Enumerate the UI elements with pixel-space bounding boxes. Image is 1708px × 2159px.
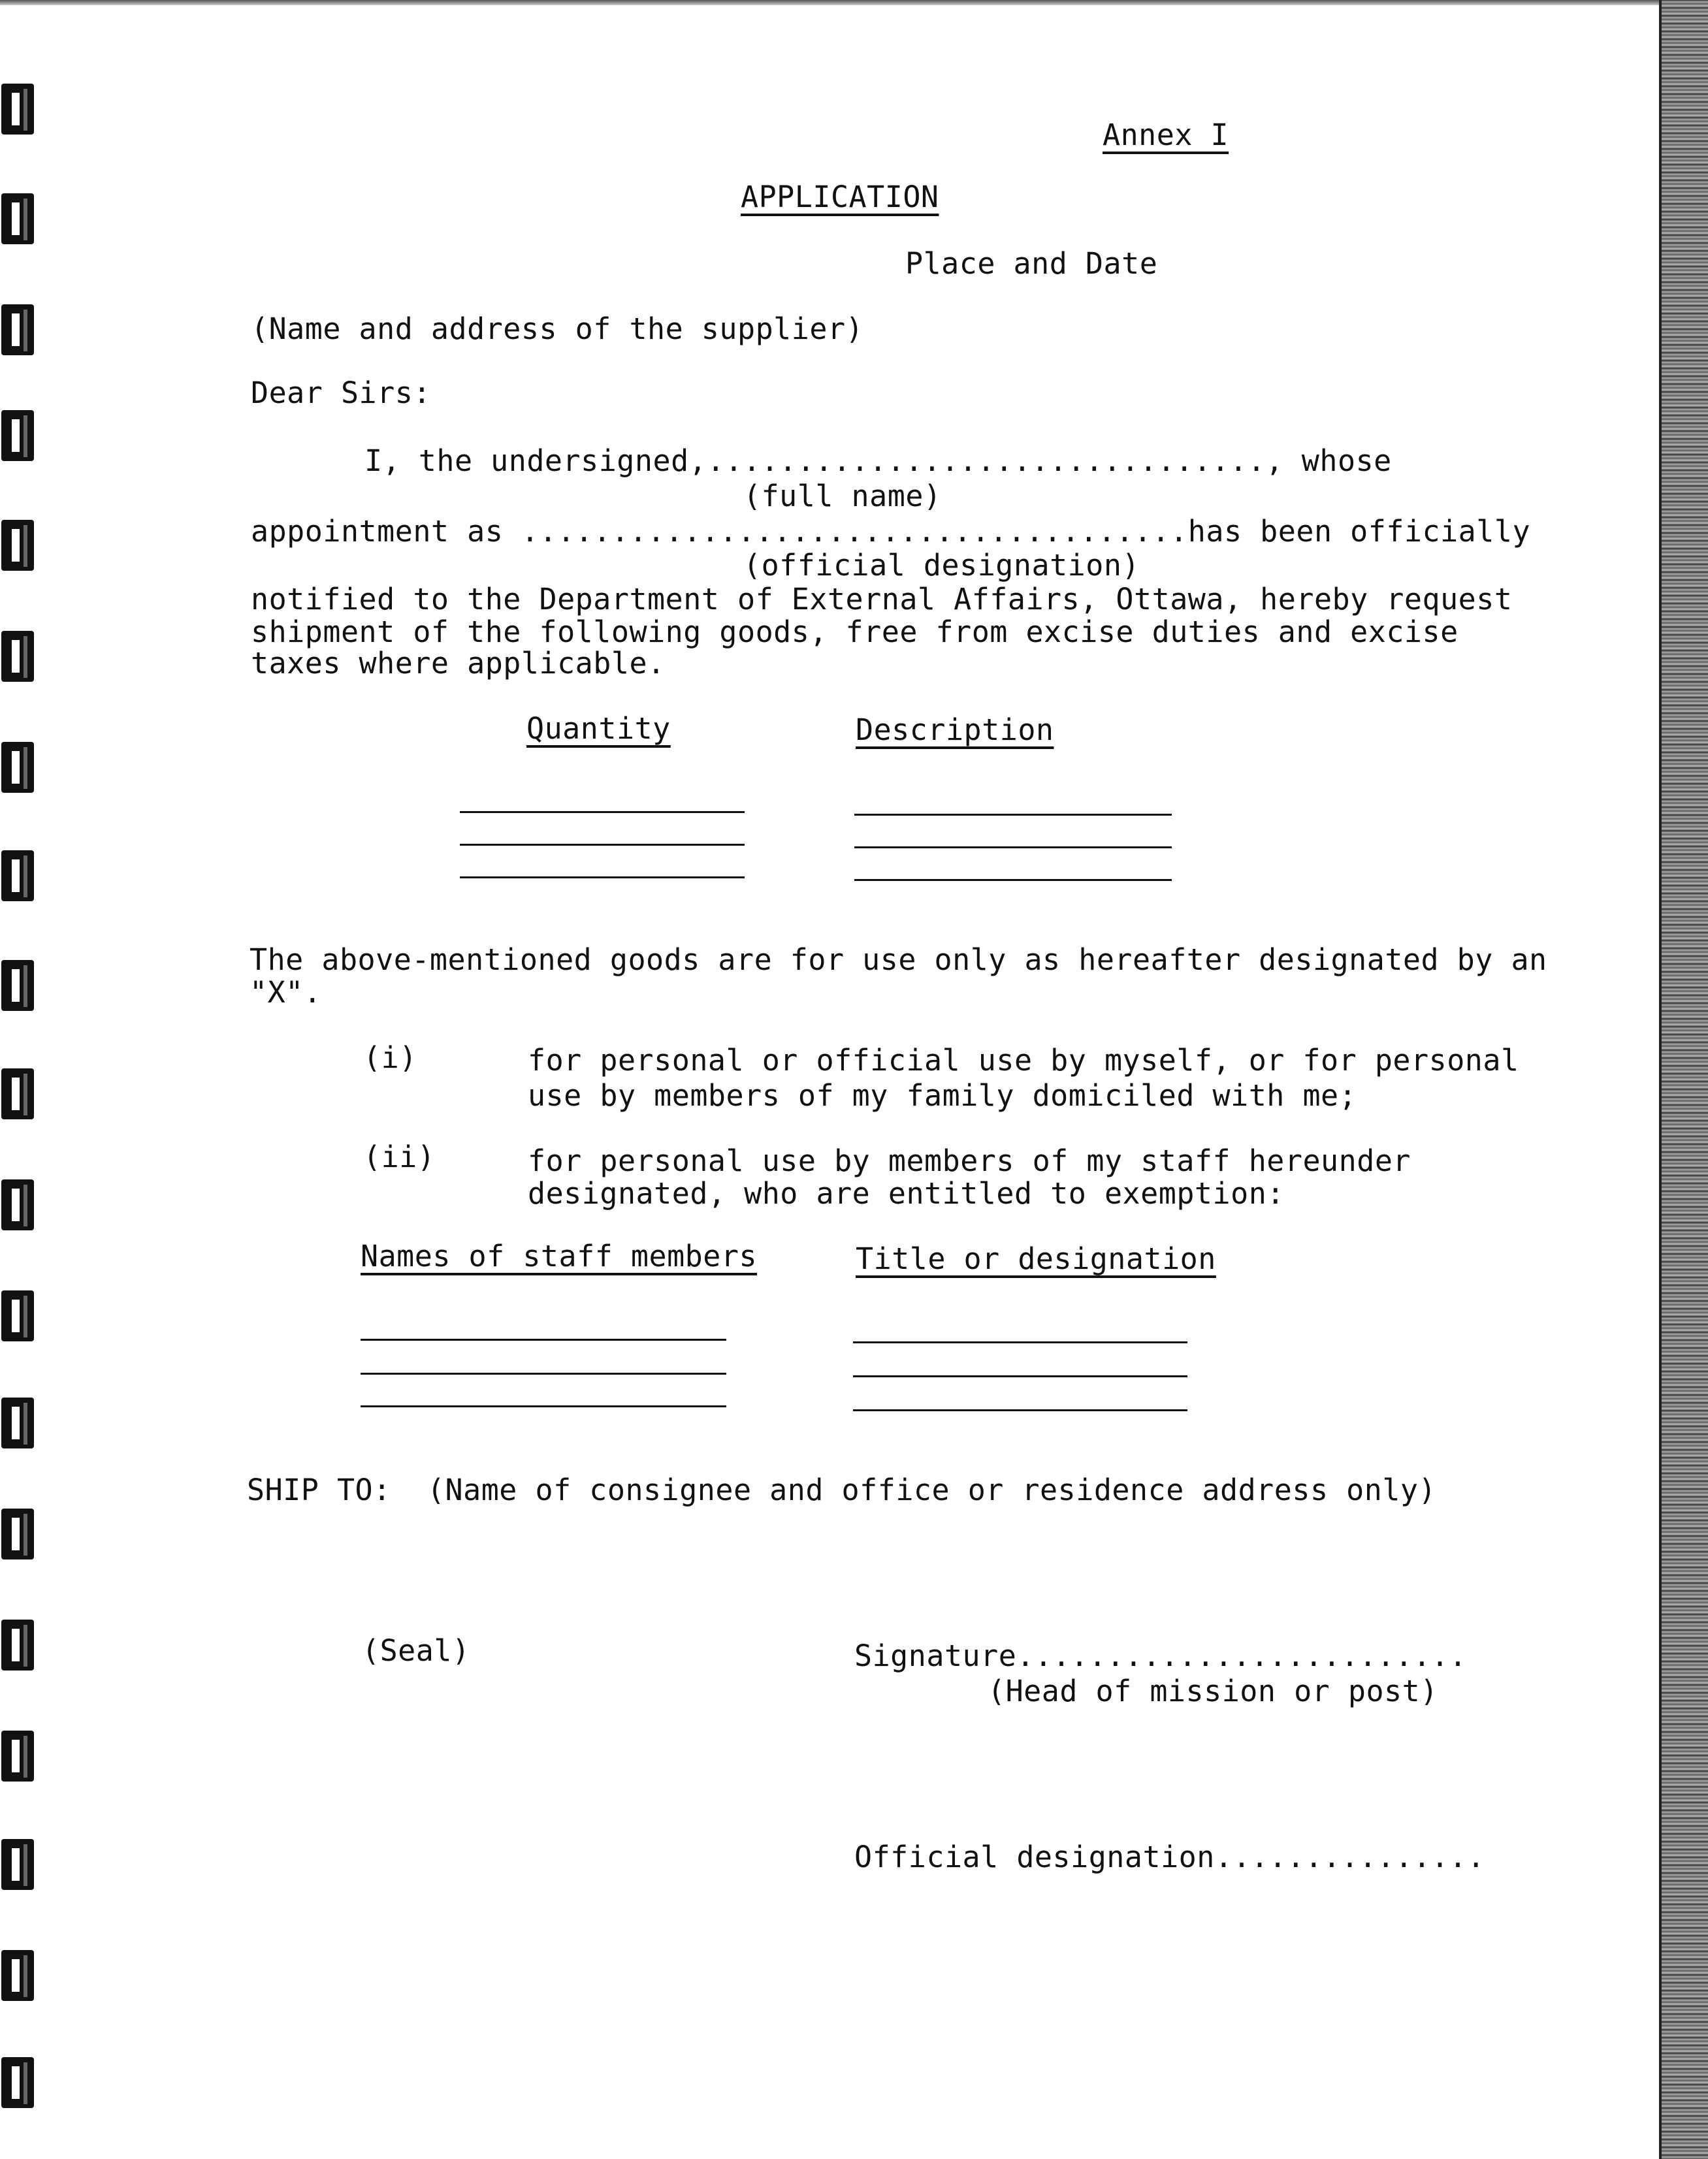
document-title: APPLICATION bbox=[741, 180, 939, 214]
salutation: Dear Sirs: bbox=[251, 376, 431, 410]
staff-name-blank-line bbox=[361, 1405, 726, 1407]
binding-ring bbox=[1, 960, 34, 1011]
seal-label: (Seal) bbox=[362, 1633, 470, 1668]
binding-ring bbox=[1, 1398, 34, 1448]
body-line-3: notified to the Department of External Affairs, Ottawa, hereby request bbox=[251, 582, 1513, 616]
item-i-line-2: use by members of my family domiciled with me; bbox=[528, 1078, 1357, 1113]
binding-ring bbox=[1, 304, 34, 355]
body-line-2: appointment as .....................................has been officially bbox=[251, 514, 1531, 549]
item-ii-line-2: designated, who are entitled to exemption: bbox=[528, 1176, 1285, 1211]
binding-ring bbox=[1, 1950, 34, 2001]
ship-to: SHIP TO: (Name of consignee and office or residence address only) bbox=[247, 1473, 1437, 1507]
staff-title-blank-line bbox=[853, 1341, 1187, 1343]
body-line-4: shipment of the following goods, free from excise duties and excise bbox=[251, 615, 1458, 649]
binding-ring bbox=[1, 84, 34, 135]
item-i-number: (i) bbox=[363, 1040, 417, 1075]
binding-ring bbox=[1, 1290, 34, 1341]
description-blank-line bbox=[854, 846, 1172, 848]
description-blank-line bbox=[854, 814, 1172, 816]
signature-line: Signature......................... bbox=[854, 1639, 1468, 1673]
quantity-header: Quantity bbox=[526, 711, 671, 746]
binding-ring bbox=[1, 410, 34, 461]
page-top-edge bbox=[0, 0, 1659, 5]
binding-ring bbox=[1, 1731, 34, 1782]
binding-ring bbox=[1, 742, 34, 793]
item-i-line-1: for personal or official use by myself, or for personal bbox=[528, 1043, 1519, 1078]
body-line-1: I, the undersigned,..............................., whose bbox=[364, 443, 1392, 478]
staff-name-blank-line bbox=[361, 1373, 726, 1375]
binding-ring bbox=[1, 1620, 34, 1671]
signature-note: (Head of mission or post) bbox=[988, 1674, 1438, 1708]
full-name-note: (full name) bbox=[743, 479, 942, 513]
staff-title-blank-line bbox=[853, 1375, 1187, 1377]
annex-label: Annex I bbox=[1103, 118, 1229, 152]
description-blank-line bbox=[854, 879, 1172, 881]
staff-title-blank-line bbox=[853, 1409, 1187, 1411]
binding-ring bbox=[1, 193, 34, 244]
staff-names-header: Names of staff members bbox=[361, 1239, 758, 1273]
binding-ring bbox=[1, 631, 34, 682]
item-ii-number: (ii) bbox=[363, 1140, 436, 1174]
binding-ring bbox=[1, 2057, 34, 2108]
binding-ring bbox=[1, 1509, 34, 1559]
title-designation-header: Title or designation bbox=[856, 1241, 1216, 1276]
binding-ring bbox=[1, 1068, 34, 1119]
body-line-5: taxes where applicable. bbox=[251, 646, 666, 680]
item-ii-line-1: for personal use by members of my staff hereunder bbox=[528, 1143, 1411, 1178]
quantity-blank-line bbox=[460, 844, 745, 846]
binding-ring bbox=[1, 850, 34, 901]
staff-name-blank-line bbox=[361, 1339, 726, 1341]
binding-ring bbox=[1, 1839, 34, 1890]
page-right-edge bbox=[1659, 0, 1708, 2159]
supplier-address: (Name and address of the supplier) bbox=[251, 312, 864, 346]
quantity-blank-line bbox=[460, 811, 745, 813]
usage-line-2: "X". bbox=[250, 975, 322, 1010]
spiral-binding bbox=[0, 0, 39, 2159]
official-designation-line: Official designation............... bbox=[854, 1840, 1485, 1874]
usage-line-1: The above-mentioned goods are for use only as hereafter designated by an bbox=[250, 942, 1547, 977]
binding-ring bbox=[1, 520, 34, 571]
description-header: Description bbox=[856, 712, 1054, 747]
place-and-date: Place and Date bbox=[905, 246, 1158, 281]
official-designation-note: (official designation) bbox=[743, 548, 1140, 583]
binding-ring bbox=[1, 1179, 34, 1230]
quantity-blank-line bbox=[460, 876, 745, 878]
